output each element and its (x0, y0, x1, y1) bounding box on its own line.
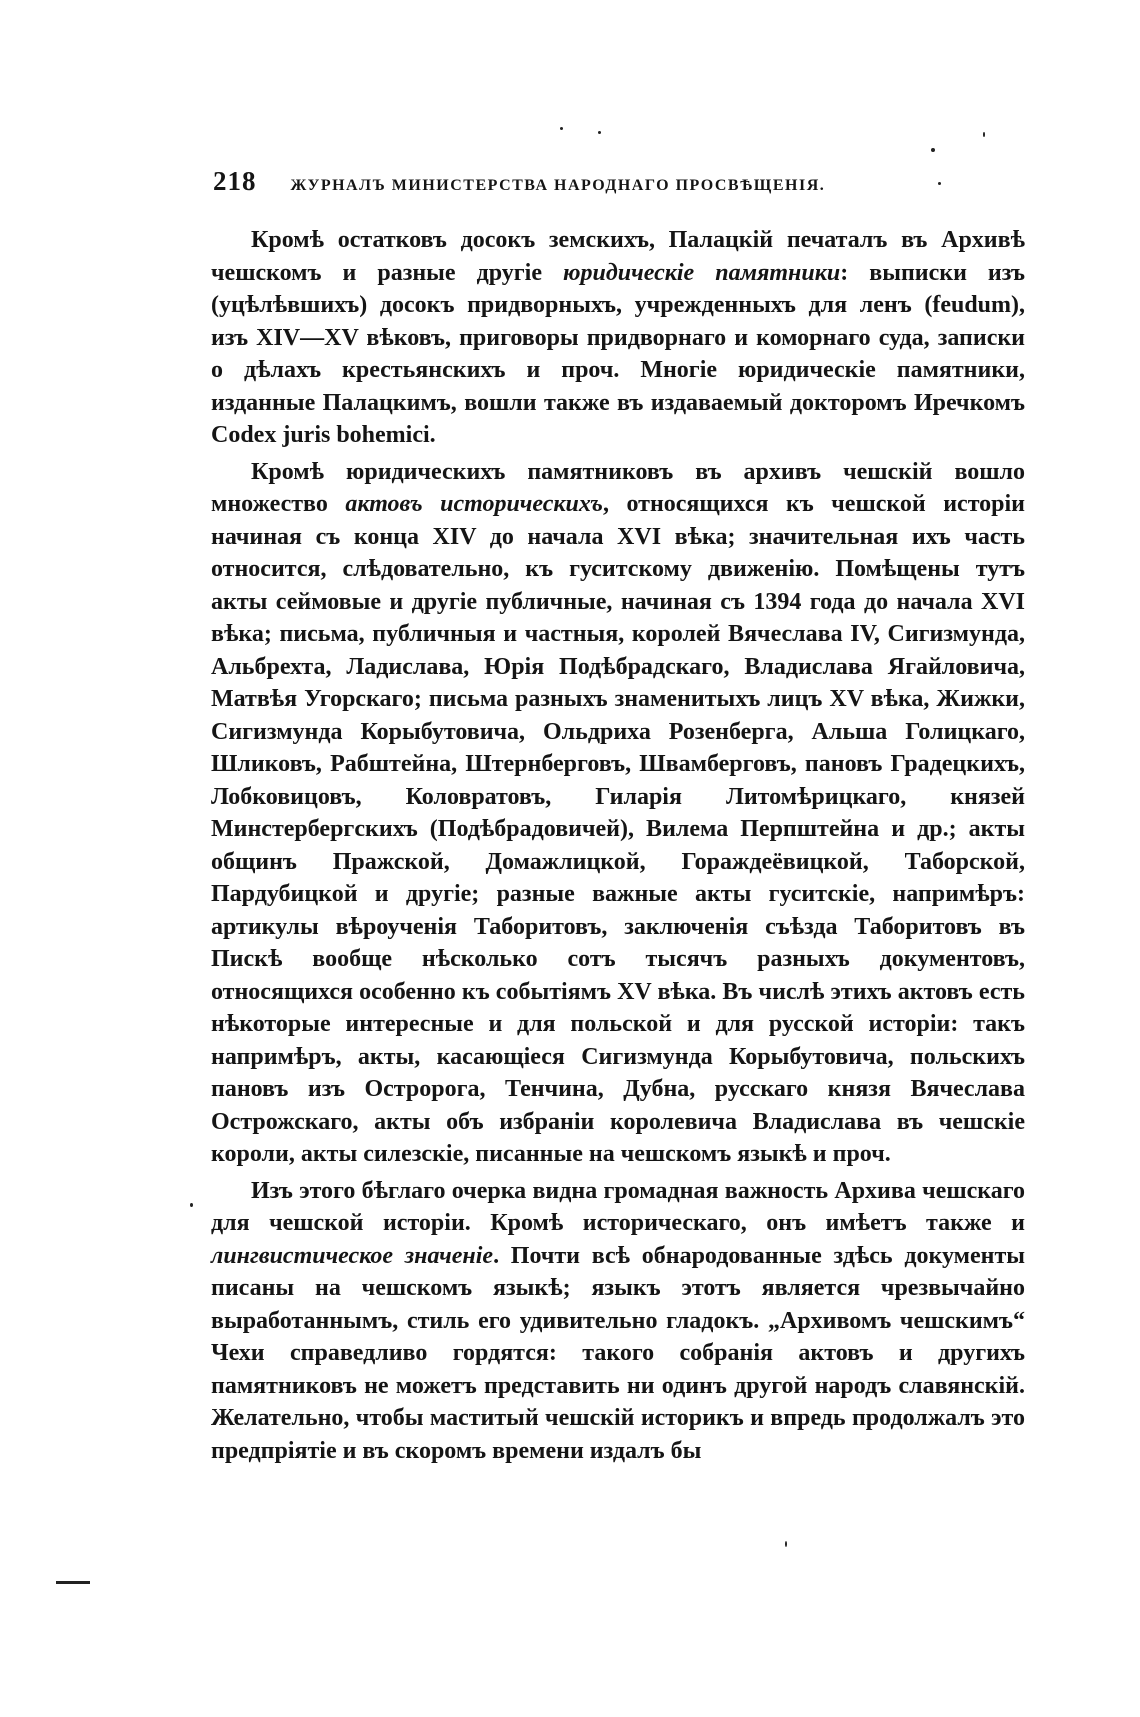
page-number: 218 (213, 166, 257, 196)
print-speck (598, 131, 601, 134)
paragraph-2: Кромѣ юридическихъ памятниковъ въ архивъ чешскій вошло множество актовъ историческихъ, относящихся къ чешской исторіи начиная съ конца XIV до начала XVI вѣка; значительная ихъ часть относится, слѣдовательно, къ гуситскому движенію. Помѣщены тутъ акты сеймовые и другіе публичные, начиная съ 1394 года до начала XVI вѣка; письма, публичныя и частныя, королей Вячеслава IV, Сигизмунда, Альбрехта, Ладислава, Юрія Подѣбрадскаго, Владислава Ягайловича, Матвѣя Угорскаго; письма разныхъ знаменитыхъ лицъ XV вѣка, Жижки, Сигизмунда Корыбутовича, Ольдриха Розенберга, Альша Голицкаго, Шликовъ, Рабштейна, Штернберговъ, Швамберговъ, пановъ Градецкихъ, Лобковицовъ, Коловратовъ, Гиларія Литомѣрицкаго, князей Минстербергскихъ (Подѣбрадовичей), Вилема Перпштейна и др.; акты общинъ Пражской, Домажлицкой, Гораждеёвицкой, Таборской, Пардубицкой и другіе; разные важные акты гуситскіе, напримѣръ: артикулы вѣроученія Таборитовъ, заключенія съѣзда Таборитовъ въ Пискѣ вообще нѣсколько сотъ тысячъ разныхъ документовъ, относящихся особенно къ событіямъ XV вѣка. Въ числѣ этихъ актовъ есть нѣкоторые интересные и для польской и для русской исторіи: такъ напримѣръ, акты, касающіеся Сигизмунда Корыбутовича, польскихъ пановъ изъ Остророга, Тенчина, Дубна, русскаго князя Вячеслава Острожскаго, акты объ избраніи королевича Владислава въ чешскіе короли, акты силезскіе, писанные на чешскомъ языкѣ и проч. (211, 458, 1026, 1167)
paragraph-3: Изъ этого бѣглаго очерка видна громадная важность Архива чешскаго для чешской исторіи. Кромѣ историческаго, онъ имѣетъ также и лингвистическое значеніе. Почти всѣ обнародованные здѣсь документы писаны на чешскомъ языкѣ; языкъ этотъ является чрезвычайно выработаннымъ, стиль его удивительно гладокъ. „Архивомъ чешскимъ“ Чехи справедливо гордятся: такого собранія актовъ и другихъ памятниковъ не можетъ представить ни одинъ другой народъ славянскій. Желательно, чтобы маститый чешскій историкъ и впредь продолжалъ это предпріятіе и въ скоромъ времени издалъ бы (211, 1177, 1026, 1464)
paragraph-1: Кромѣ остатковъ досокъ земскихъ, Палацкій печаталъ въ Архивѣ чешскомъ и разные другіе юридическіе памятники: выписки изъ (уцѣлѣвшихъ) досокъ придворныхъ, учрежденныхъ для ленъ (feudum), изъ XIV—XV вѣковъ, приговоры придворнаго и коморнаго суда, записки о дѣлахъ крестьянскихъ и проч. Многіе юридическіе памятники, изданные Палацкимъ, вошли также въ издаваемый докторомъ Иречкомъ Codex juris bohemici. (211, 227, 1025, 448)
body-text (211, 224, 1025, 1471)
margin-mark (56, 1581, 90, 1584)
print-speck (983, 132, 985, 137)
print-speck (931, 148, 935, 152)
running-header (213, 166, 1023, 206)
print-speck (785, 1541, 787, 1547)
running-head-title: ЖУРНАЛЪ МИНИСТЕРСТВА НАРОДНАГО ПРОСВѢЩЕНІЯ. (290, 177, 826, 194)
print-speck (560, 127, 563, 130)
emphasis-historical-acts: актовъ историческихъ (345, 491, 603, 517)
print-speck (190, 1203, 193, 1207)
emphasis-linguistic-significance: лингвистическое значеніе (211, 1242, 494, 1269)
emphasis-legal-monuments: юридическіе памятники (563, 259, 841, 286)
